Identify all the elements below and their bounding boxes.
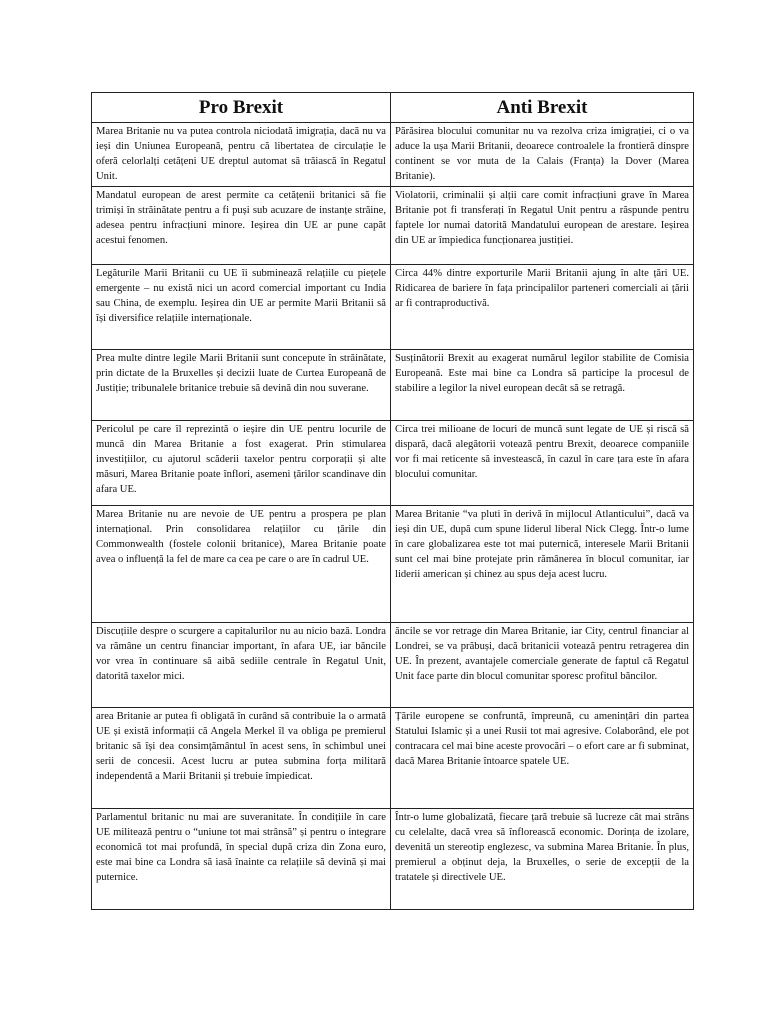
anti-cell: Țările europene se confruntă, împreună, cu amenințări din partea Statului Islamic și a unei Rusii tot mai agresive. Colaborând, ele pot contracara cel mai bine aceste provocări – o efort care ar fi subminat, dacă Marea Britanie întoarce spatele UE. [391, 708, 694, 809]
pro-cell: Marea Britanie nu are nevoie de UE pentru a prospera pe plan internațional. Prin consolidarea relațiilor cu țările din Commonwealth (fostele colonii britanice), Marea Britanie poate avea o influență la fel de mare ca cea pe care o are în cadrul UE. [92, 506, 391, 623]
anti-cell: Violatorii, criminalii și alții care comit infracțiuni grave în Marea Britanie pot fi transferați în Regatul Unit pentru a răspunde pentru faptele lor numai datorită Mandatului european de arestare. Ieșirea din UE ar împiedica funcționarea justiției. [391, 187, 694, 265]
anti-cell: Circa trei milioane de locuri de muncă sunt legate de UE și riscă să dispară, dacă alegătorii votează pentru Brexit, deoarece companiile vor fi mai reticente să investească, în cazul în care țara este în afara blocului comunitar. [391, 421, 694, 506]
anti-cell: Părăsirea blocului comunitar nu va rezolva criza imigrației, ci o va aduce la ușa Marii Britanii, deoarece controalele la frontieră dinspre continent se vor muta de la Calais (Franța) la Dover (Marea Britanie). [391, 123, 694, 187]
brexit-comparison-table [91, 92, 694, 910]
table-row [92, 421, 694, 506]
table-row [92, 123, 694, 187]
header-pro-brexit: Pro Brexit [92, 93, 391, 123]
pro-cell: Prea multe dintre legile Marii Britanii sunt concepute în străinătate, prin dictate de la Bruxelles și decizii luate de Curtea Europeană de Justiție; tribunalele britanice trebuie să devină din nou suverane. [92, 350, 391, 421]
document-page [91, 92, 693, 910]
table-row [92, 708, 694, 809]
pro-cell: area Britanie ar putea fi obligată în curând să contribuie la o armată UE și există informații că Angela Merkel îl va obliga pe premierul britanic să își dea consimțământul în acest sens, în schimbul unei serii de concesii. Acest lucru ar putea submina forța militară independentă a Marii Britanii și trebuie împiedicat. [92, 708, 391, 809]
pro-cell: Parlamentul britanic nu mai are suveranitate. În condițiile în care UE militează pentru o “uniune tot mai strânsă” și pentru o integrare economică tot mai profundă, în special după criza din Zona euro, este mai bine ca Londra să iasă înainte ca relațiile să devină și mai puternice. [92, 809, 391, 910]
table-row [92, 809, 694, 910]
table-header-row [92, 93, 694, 123]
pro-cell: Legăturile Marii Britanii cu UE îi subminează relațiile cu piețele emergente – nu există nici un acord comercial important cu India sau China, de exemplu. Ieșirea din UE ar permite Marii Britanii să își diversifice relațiile internaționale. [92, 265, 391, 350]
pro-cell: Pericolul pe care îl reprezintă o ieșire din UE pentru locurile de muncă din Marea Britanie a fost exagerat. Prin stimularea investițiilor, cu ajutorul scăderii taxelor pentru corporații și alte măsuri, Marea Britanie poate înflori, asemeni țărilor scandinave din afara UE. [92, 421, 391, 506]
table-row [92, 350, 694, 421]
anti-cell: Marea Britanie “va pluti în derivă în mijlocul Atlanticului”, dacă va ieși din UE, după cum spune liderul liberal Nick Clegg. Într-o lume în care globalizarea este tot mai puternică, interesele Marii Britanii sunt cel mai bine protejate prin rămânerea în blocul comunitar, iar liderii american și chinez au spus deja acest lucru. [391, 506, 694, 623]
table-row [92, 506, 694, 623]
header-anti-brexit: Anti Brexit [391, 93, 694, 123]
table-row [92, 187, 694, 265]
table-row [92, 265, 694, 350]
anti-cell: ăncile se vor retrage din Marea Britanie, iar City, centrul financiar al Londrei, se va prăbuși, dacă britanicii votează pentru retragerea din UE. În prezent, avantajele comerciale generate de faptul că Regatul Unit face parte din blocul comunitar sporesc profitul băncilor. [391, 623, 694, 708]
anti-cell: Susținătorii Brexit au exagerat numărul legilor stabilite de Comisia Europeană. Este mai bine ca Londra să participe la procesul de stabilire a legilor la nivel european decât să se retragă. [391, 350, 694, 421]
pro-cell: Mandatul european de arest permite ca cetățenii britanici să fie trimiși în străinătate pentru a fi puși sub acuzare de instanțe străine, adesea pentru infracțiuni minore. Ieșirea din UE ar pune capăt acestui fenomen. [92, 187, 391, 265]
pro-cell: Discuțiile despre o scurgere a capitalurilor nu au nicio bază. Londra va rămâne un centru financiar important, în afara UE, iar băncile vor vrea în continuare să aibă sediile centrale în Regatul Unit, datorită taxelor mici. [92, 623, 391, 708]
table-row [92, 623, 694, 708]
anti-cell: Într-o lume globalizată, fiecare țară trebuie să lucreze cât mai strâns cu celelalte, dacă vrea să înflorească economic. Dorința de izolare, devenită un stereotip englezesc, va submina Marea Britanie. În plus, premierul a obținut deja, la Bruxelles, o serie de excepții de la tratatele și directivele UE. [391, 809, 694, 910]
pro-cell: Marea Britanie nu va putea controla niciodată imigrația, dacă nu va ieși din Uniunea Europeană, pentru că libertatea de circulație le oferă celorlalți cetățeni UE dreptul automat să trăiască în Regatul Unit. [92, 123, 391, 187]
anti-cell: Circa 44% dintre exporturile Marii Britanii ajung în alte țări UE. Ridicarea de bariere în fața principalilor parteneri comerciali ai țării ar fi contraproductivă. [391, 265, 694, 350]
